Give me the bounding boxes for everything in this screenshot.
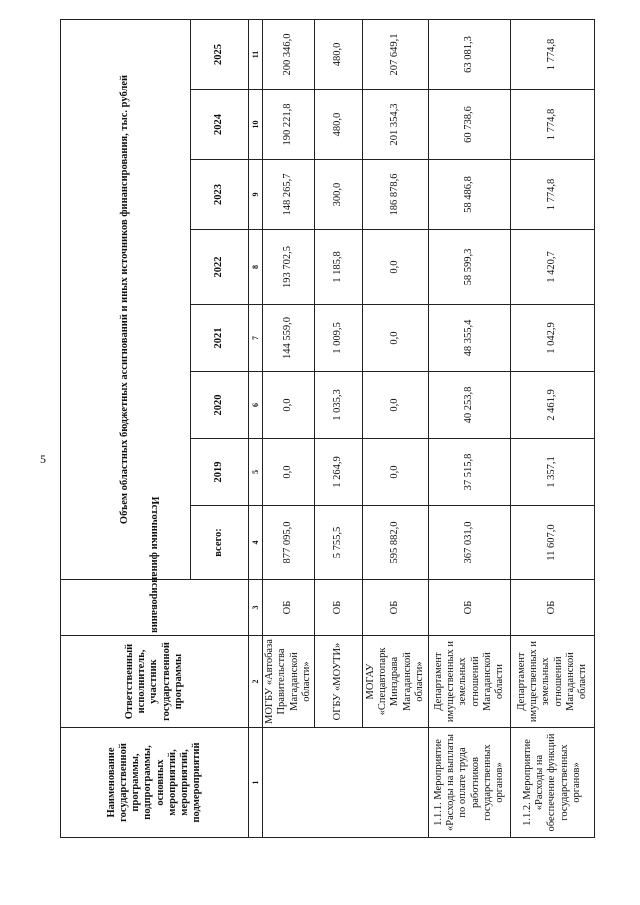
header-year: 2024 xyxy=(191,90,249,160)
value-cell: 11 607,0 xyxy=(511,506,595,580)
program-name-cell: 1.1.2. Мероприятие «Расходы на обеспечение функций государственных органов» xyxy=(511,728,595,838)
page-number: 5 xyxy=(40,452,46,466)
value-cell: 207 649,1 xyxy=(363,19,429,89)
value-cell: 144 559,0 xyxy=(263,305,315,372)
header-program-name: Наименование государственной программы, подпрограммы, основных мероприятий, мероприятий, подмероприятий xyxy=(61,728,249,838)
table-row xyxy=(263,19,315,837)
value-cell: 367 031,0 xyxy=(429,506,511,580)
table-row xyxy=(429,19,511,837)
value-cell: 595 882,0 xyxy=(363,506,429,580)
header-total: всего: xyxy=(191,506,249,580)
value-cell: 1 185,8 xyxy=(315,230,363,305)
value-cell: 2 461,9 xyxy=(511,372,595,439)
header-year: 2020 xyxy=(191,372,249,439)
value-cell: 0,0 xyxy=(363,305,429,372)
source-cell: ОБ xyxy=(263,580,315,636)
value-cell: 0,0 xyxy=(263,439,315,506)
value-cell: 1 035,3 xyxy=(315,372,363,439)
value-cell: 58 599,3 xyxy=(429,230,511,305)
source-cell: ОБ xyxy=(315,580,363,636)
value-cell: 300,0 xyxy=(315,160,363,230)
value-cell: 480,0 xyxy=(315,19,363,89)
value-cell: 1 009,5 xyxy=(315,305,363,372)
value-cell: 48 355,4 xyxy=(429,305,511,372)
value-cell: 1 264,9 xyxy=(315,439,363,506)
value-cell: 148 265,7 xyxy=(263,160,315,230)
executor-cell: ОГБУ «МОУТИ» xyxy=(315,636,363,728)
column-number: 8 xyxy=(249,230,263,305)
financing-table xyxy=(60,19,595,838)
column-numbers-row xyxy=(249,19,263,837)
header-executor: Ответственный исполнитель, участник государственной программы xyxy=(61,636,249,728)
value-cell: 1 042,9 xyxy=(511,305,595,372)
header-year: 2023 xyxy=(191,160,249,230)
column-number: 11 xyxy=(249,19,263,89)
header-row xyxy=(61,19,191,837)
rotated-table-wrapper xyxy=(60,20,588,838)
column-number: 3 xyxy=(249,580,263,636)
table-row xyxy=(511,19,595,837)
executor-cell: МОГАУ «Спецавтопарк Минздрава Магаданской области» xyxy=(363,636,429,728)
source-cell: ОБ xyxy=(429,580,511,636)
value-cell: 60 738,6 xyxy=(429,90,511,160)
value-cell: 200 346,0 xyxy=(263,19,315,89)
value-cell: 58 486,8 xyxy=(429,160,511,230)
column-number: 9 xyxy=(249,160,263,230)
value-cell: 190 221,8 xyxy=(263,90,315,160)
table-row xyxy=(315,19,363,837)
column-number: 7 xyxy=(249,305,263,372)
value-cell: 0,0 xyxy=(363,230,429,305)
value-cell: 1 774,8 xyxy=(511,160,595,230)
value-cell: 201 354,3 xyxy=(363,90,429,160)
value-cell: 40 253,8 xyxy=(429,372,511,439)
program-name-cell: 1.1.1. Мероприятие «Расходы на выплаты по оплате труда работников государственных органов» xyxy=(429,728,511,838)
header-funding-source-text: Источники финансирования xyxy=(149,496,161,633)
header-year: 2019 xyxy=(191,439,249,506)
value-cell: 1 357,1 xyxy=(511,439,595,506)
value-cell: 877 095,0 xyxy=(263,506,315,580)
column-number: 5 xyxy=(249,439,263,506)
value-cell: 37 515,8 xyxy=(429,439,511,506)
column-number: 2 xyxy=(249,636,263,728)
program-name-cell xyxy=(263,728,429,838)
header-funding-group: Объем областных бюджетных ассигнований и иных источников финансирования, тыс. рублей xyxy=(61,19,191,579)
value-cell: 0,0 xyxy=(363,439,429,506)
column-number: 1 xyxy=(249,728,263,838)
value-cell: 1 774,8 xyxy=(511,19,595,89)
value-cell: 0,0 xyxy=(263,372,315,439)
table-row xyxy=(363,19,429,837)
value-cell: 186 878,6 xyxy=(363,160,429,230)
value-cell: 480,0 xyxy=(315,90,363,160)
executor-cell: Департамент имущественных и земельных отношений Магаданской области xyxy=(511,636,595,728)
column-number: 10 xyxy=(249,90,263,160)
value-cell: 5 755,5 xyxy=(315,506,363,580)
executor-cell: МОГБУ «Автобаза Правительства Магаданской области» xyxy=(263,636,315,728)
value-cell: 1 774,8 xyxy=(511,90,595,160)
value-cell: 63 081,3 xyxy=(429,19,511,89)
column-number: 6 xyxy=(249,372,263,439)
source-cell: ОБ xyxy=(363,580,429,636)
source-cell: ОБ xyxy=(511,580,595,636)
value-cell: 1 420,7 xyxy=(511,230,595,305)
value-cell: 0,0 xyxy=(363,372,429,439)
header-year: 2022 xyxy=(191,230,249,305)
column-number: 4 xyxy=(249,506,263,580)
executor-cell: Департамент имущественных и земельных отношений Магаданской области xyxy=(429,636,511,728)
header-year: 2021 xyxy=(191,305,249,372)
header-year: 2025 xyxy=(191,19,249,89)
value-cell: 193 702,5 xyxy=(263,230,315,305)
